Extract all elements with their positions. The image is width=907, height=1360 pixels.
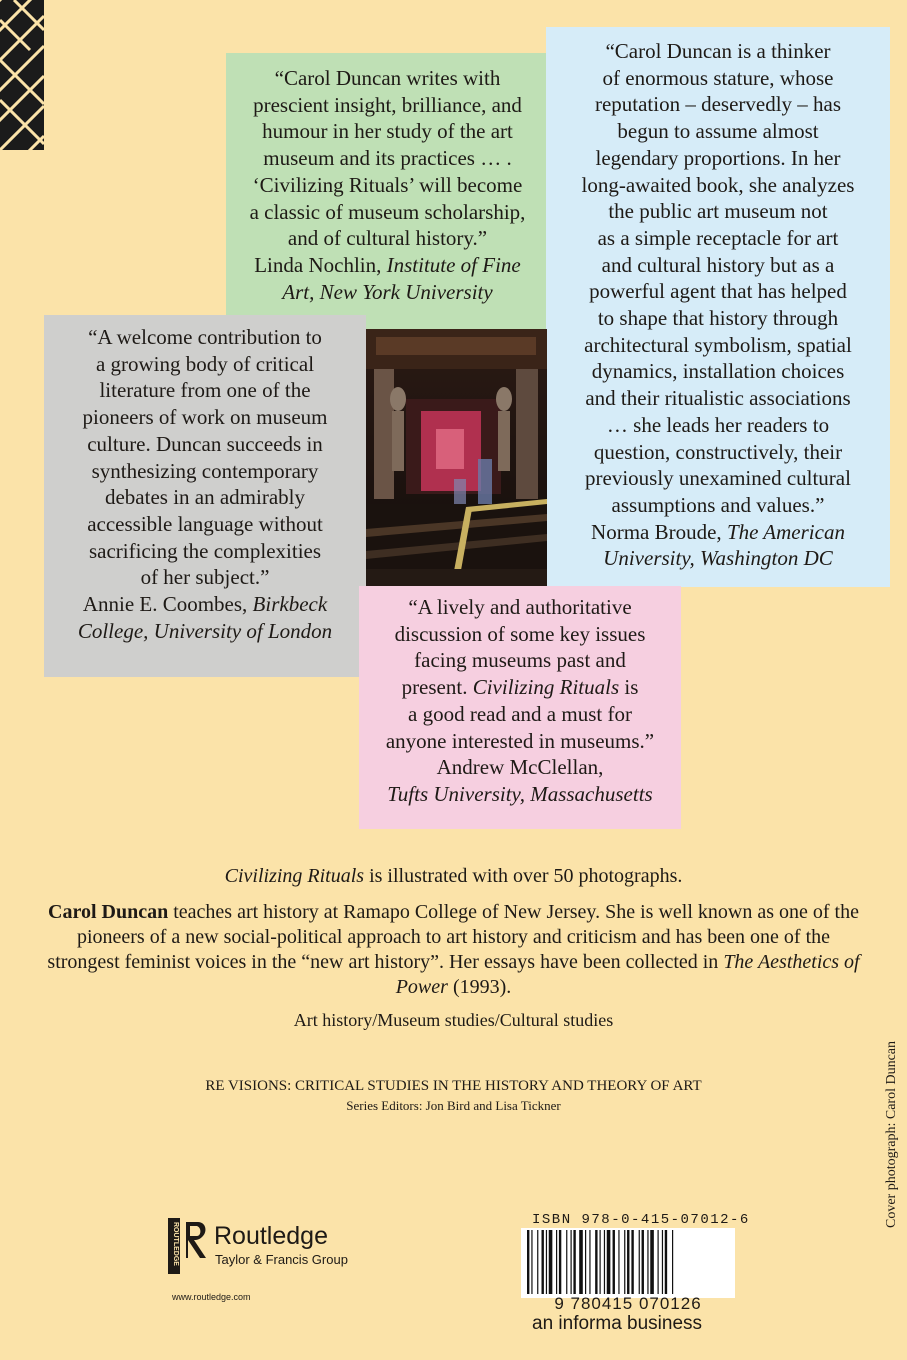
quote-line: literature from one of the	[99, 378, 311, 403]
quote-affiliation: Tufts University, Massachusetts	[387, 781, 653, 806]
museum-interior-image	[366, 329, 547, 587]
isbn-number: ISBN 978-0-415-07012-6	[532, 1212, 750, 1228]
barcode-bar	[566, 1230, 567, 1294]
barcode-bar	[542, 1230, 544, 1294]
quote-line: previously unexamined cultural	[585, 466, 851, 491]
series-title: RE VISIONS: CRITICAL STUDIES IN THE HISTORY AND THEORY OF ART	[205, 1078, 702, 1094]
quote-line: “A lively and authoritative	[408, 595, 632, 619]
quote-author: Norma Broude,	[591, 519, 727, 544]
quote-line: architectural symbolism, spatial	[584, 332, 852, 357]
quote-line: anyone interested in museums.”	[385, 728, 655, 753]
logo-vertical-text: ROUTLEDGE	[172, 1222, 179, 1266]
quote-line: reputation – deservedly – has	[594, 92, 842, 117]
barcode-bar	[662, 1230, 663, 1294]
book-title: Civilizing Rituals	[472, 675, 620, 700]
quote-line: question, constructively, their	[593, 439, 843, 464]
barcode-digits: 9 780415 070126	[554, 1294, 702, 1313]
barcode-bar	[613, 1230, 615, 1294]
bio-text-end: (1993).	[447, 976, 512, 998]
quote-affiliation: University, Washington DC	[603, 546, 833, 571]
cover-credit: Cover photograph: Carol Duncan	[884, 1040, 899, 1228]
publisher-group: Taylor & Francis Group	[215, 1252, 348, 1267]
barcode-bar	[556, 1230, 557, 1294]
barcode-bar	[639, 1230, 640, 1294]
informa-tagline: an informa business	[532, 1313, 703, 1334]
barcode-bar	[579, 1230, 583, 1294]
barcode-bar	[607, 1230, 611, 1294]
quote-line: facing museums past and	[414, 648, 626, 673]
barcode-bar	[650, 1230, 654, 1294]
quote-line	[365, 674, 675, 701]
cover-photograph	[366, 329, 547, 587]
illustration-note	[40, 864, 867, 889]
quote-attribution-cont	[552, 545, 884, 572]
book-title: Civilizing Rituals	[224, 865, 365, 887]
quote-line: a good read and a must for	[408, 701, 632, 726]
series-info	[40, 1077, 867, 1115]
quote-line: pioneers of work on museum	[82, 405, 328, 430]
quote-line: and their ritualistic associations	[585, 386, 851, 411]
barcode-bar	[672, 1230, 673, 1294]
publisher-name: Routledge	[214, 1222, 328, 1250]
diagonal-pattern-icon	[0, 0, 44, 150]
quote-line: “Carol Duncan is a thinker	[605, 39, 831, 63]
quote-line: a classic of museum scholarship,	[249, 199, 526, 224]
barcode-bar	[631, 1230, 633, 1294]
barcode-bar	[658, 1230, 659, 1294]
quote-text: present.	[401, 675, 473, 700]
quote-line: sacrificing the complexities	[88, 538, 322, 563]
quote-line: museum and its practices … .	[263, 146, 512, 171]
quote-line: a growing body of critical	[95, 351, 315, 376]
quote-author: Annie E. Coombes,	[82, 592, 253, 617]
barcode-bar	[624, 1230, 625, 1294]
barcode-bar	[585, 1230, 586, 1294]
barcode-bar	[537, 1230, 538, 1294]
barcode-bar	[527, 1230, 529, 1294]
barcode-bar	[595, 1230, 597, 1294]
barcode-bar	[531, 1230, 532, 1294]
quote-line: dynamics, installation choices	[591, 359, 845, 384]
quote-attribution-cont	[236, 279, 539, 306]
quote-author: Andrew McClellan,	[436, 755, 604, 780]
quote-affiliation: Institute of Fine	[386, 252, 521, 277]
quote-line: and cultural history but as a	[601, 252, 835, 277]
related-book-title: The Aesthetics of Power	[395, 951, 860, 998]
bio-text: teaches art history at Ramapo College of New Jersey. She is well known as one of the pioneers of a new social-political approach to art history and criticism and has been one of the strongest feminist voices in the “new art history”. Her essays have been collected in	[47, 901, 859, 973]
quote-line: ‘Civilizing Rituals’ will become	[252, 172, 523, 197]
barcode-bar	[618, 1230, 619, 1294]
quote-line: “Carol Duncan writes with	[274, 66, 501, 90]
barcode-bar	[559, 1230, 561, 1294]
quote-line: synthesizing contemporary	[91, 458, 319, 483]
barcode	[521, 1228, 735, 1298]
quote-line: begun to assume almost	[617, 119, 819, 144]
barcode-bar	[665, 1230, 667, 1294]
barcode-bar	[573, 1230, 575, 1294]
quote-mcclellan	[359, 586, 681, 829]
barcode-bar	[571, 1230, 572, 1294]
quote-line: discussion of some key issues	[394, 621, 646, 646]
quote-line: and of cultural history.”	[287, 226, 488, 251]
routledge-logo	[168, 1218, 210, 1274]
barcode-bar	[549, 1230, 553, 1294]
quote-attribution	[365, 781, 675, 808]
author-name: Carol Duncan	[48, 901, 169, 923]
quote-text: is	[619, 675, 639, 700]
barcode-bar	[604, 1230, 605, 1294]
quote-attribution	[52, 591, 358, 618]
quote-line: powerful agent that has helped	[589, 279, 847, 304]
barcode-bar	[600, 1230, 601, 1294]
publisher-website: www.routledge.com	[172, 1292, 251, 1302]
series-editors: Series Editors: Jon Bird and Lisa Tickner	[346, 1098, 561, 1113]
quote-line: to shape that history through	[597, 306, 839, 331]
quote-line: the public art museum not	[608, 199, 828, 224]
quote-line: “A welcome contribution to	[88, 325, 322, 349]
quote-nochlin	[226, 53, 549, 330]
quote-line: debates in an admirably	[104, 485, 305, 510]
quote-affiliation: Art, New York University	[282, 279, 493, 304]
quote-line: long-awaited book, she analyzes	[581, 172, 855, 197]
barcode-bar	[589, 1230, 590, 1294]
barcode-icon	[521, 1228, 735, 1298]
quote-line: prescient insight, brilliance, and	[253, 92, 522, 117]
quote-coombes	[44, 315, 366, 677]
barcode-bar	[546, 1230, 547, 1294]
corner-pattern	[0, 0, 44, 150]
quote-line: legendary proportions. In her	[595, 145, 841, 170]
subject-categories: Art history/Museum studies/Cultural studies	[293, 1010, 614, 1030]
barcode-bar	[642, 1230, 644, 1294]
quote-affiliation: Birkbeck	[252, 592, 328, 617]
barcode-bar	[647, 1230, 648, 1294]
quote-line: culture. Duncan succeeds in	[87, 431, 323, 456]
quote-affiliation: The American	[726, 519, 845, 544]
routledge-logo-icon	[168, 1218, 210, 1274]
quote-attribution	[236, 252, 539, 279]
quote-author: Linda Nochlin,	[254, 252, 387, 277]
quote-line: … she leads her readers to	[606, 412, 830, 437]
quote-attribution	[552, 519, 884, 546]
quote-line: assumptions and values.”	[611, 492, 825, 517]
quote-line: accessible language without	[87, 511, 323, 536]
quote-line: humour in her study of the art	[262, 119, 513, 144]
quote-attribution-cont	[52, 618, 358, 645]
quote-line: as a simple receptacle for art	[597, 225, 839, 250]
author-bio	[40, 900, 867, 1000]
quote-line: of enormous stature, whose	[602, 65, 834, 90]
illustration-note-text: is illustrated with over 50 photographs.	[364, 865, 683, 887]
quote-line: of her subject.”	[140, 565, 270, 590]
barcode-bar	[627, 1230, 629, 1294]
quote-broude	[546, 27, 890, 587]
quote-affiliation: College, University of London	[77, 618, 333, 643]
